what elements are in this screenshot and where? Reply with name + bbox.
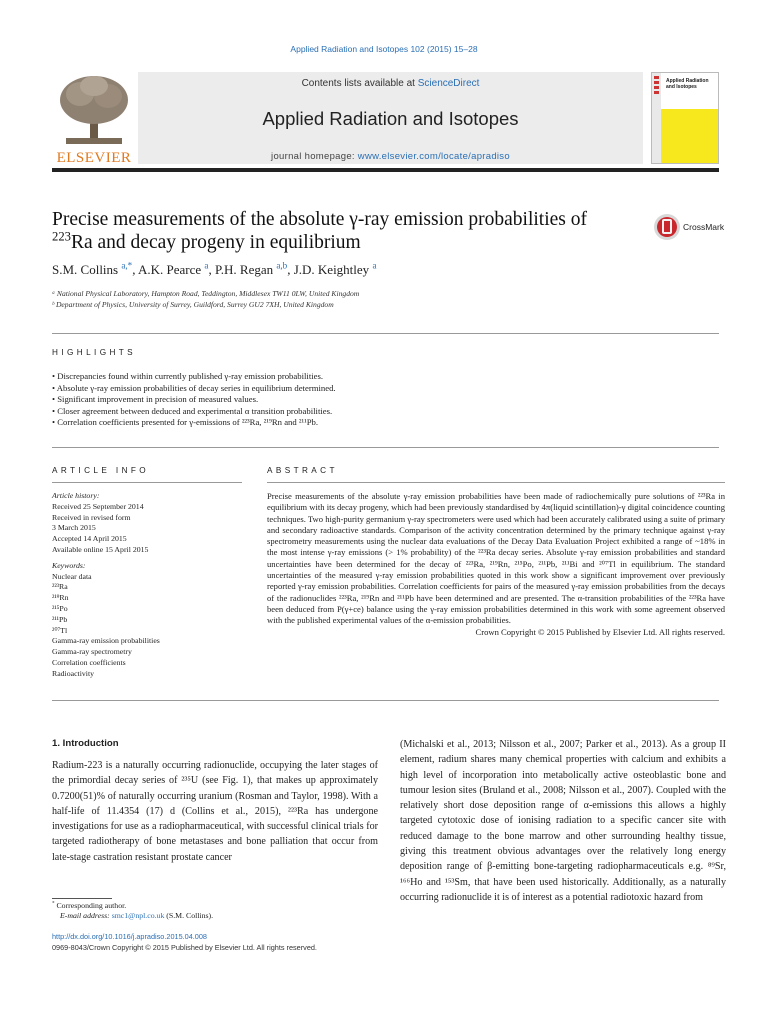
abstract-heading: ABSTRACT bbox=[267, 466, 338, 475]
homepage-link[interactable]: www.elsevier.com/locate/apradiso bbox=[357, 151, 510, 162]
keyword: ²⁰⁷Tl bbox=[52, 625, 68, 635]
author-name[interactable]: , J.D. Keightley bbox=[287, 262, 373, 277]
highlight-item: • Closer agreement between deduced and experimental α transition probabilities. bbox=[52, 406, 712, 418]
author-list bbox=[52, 262, 702, 278]
email-link[interactable]: smc1@npl.co.uk bbox=[111, 911, 165, 921]
keyword: ²¹¹Pb bbox=[52, 614, 68, 624]
author-name[interactable]: S.M. Collins bbox=[52, 262, 122, 277]
section-rule bbox=[52, 333, 719, 334]
article-info-column bbox=[52, 491, 242, 680]
history-line: Received in revised form bbox=[52, 512, 131, 522]
email-label: E-mail address: bbox=[60, 911, 112, 921]
history-label: Article history: bbox=[52, 491, 100, 500]
footnote-corresponding: Corresponding author. bbox=[54, 901, 127, 910]
title-part-1: Precise measurements of the absolute γ-ray emission probabilities of bbox=[52, 209, 587, 230]
contents-prefix: Contents lists available at bbox=[301, 78, 418, 89]
journal-homepage bbox=[138, 151, 643, 162]
footnote-mark: * bbox=[52, 900, 55, 907]
keyword: Nuclear data bbox=[52, 571, 92, 581]
contents-line bbox=[138, 78, 643, 89]
crossmark-label: CrossMark bbox=[683, 222, 725, 232]
author-name[interactable]: , P.H. Regan bbox=[208, 262, 277, 277]
abstract-rule bbox=[267, 482, 725, 483]
cover-title: Applied Radiation and Isotopes bbox=[666, 78, 709, 90]
crossmark-icon bbox=[653, 212, 681, 242]
homepage-prefix: journal homepage: bbox=[271, 151, 358, 162]
author-affiliation-mark[interactable]: a bbox=[204, 260, 209, 271]
introduction-left-column: Radium-223 is a naturally occurring radionuclide, occupying the later stages of the primordial decay series of ²³⁵U (see Fig. 1), that makes up approximately 0.7200(51)% of naturally occurring uranium (Rosman and Taylor, 1998). With a half-life of 11.4354 (17) d (Collins et al., 2015), ²²³Ra has undergone investigations for use as a radiopharmaceutical, with successful clinical trials for targeted radiotherapy of bone metastases and bone palliation that occur from late-stage castration resistant prostate cancer bbox=[52, 760, 378, 863]
cover-logo-marks bbox=[654, 76, 659, 96]
journal-cover-thumbnail bbox=[651, 72, 719, 164]
footnote-rule bbox=[52, 898, 112, 899]
introduction-right-column: (Michalski et al., 2013; Nilsson et al., 2007; Parker et al., 2013). As a group II element, radium shares many chemical properties with calcium and exhibits a high level of incorporation into metabolically active osteoblastic bone and tumour lesion sites (Bruland et al., 2008; Nilsson et al., 2007). Coupled with the relatively short dose deposition range of α-emissions this allows a highly targeted cytotoxic dose of ionising radiation to a specific cancer site with reduced damage to the bone marrow and other surrounding healthy tissue, giving this treatment obvious advantages over the relatively long energy deposition range of β-emitting bone-targeting radiopharmaceuticals e.g. ⁸⁹Sr, ¹⁶⁶Ho and ¹⁵³Sm, that have been used historically. Additionally, as a naturally occurring radionuclide it is of interest as a potential radiotoxic hazard from bbox=[400, 739, 726, 903]
history-line: Available online 15 April 2015 bbox=[52, 544, 149, 554]
keyword: ²²³Ra bbox=[52, 582, 68, 592]
article-info-rule bbox=[52, 482, 242, 483]
highlights-list bbox=[52, 371, 712, 429]
abstract-text: Precise measurements of the absolute γ-ray emission probabilities have been made of radiochemically pure solutions of ²²³Ra in equilibrium with its decay progeny, which had been previously standardised by 4π(liquid scintillation)-γ digital coincidence counting techniques. Two high-purity germanium γ-ray spectrometers were used which had been accurately calibrated using a suite of primary and secondary radioactive standards. Comparison of the activity concentration determined by the primary technique against γ-ray spectrometry measurements using the nuclear data evaluations of the Decay Data Evaluation Project exhibited a range of ~18% in the most intense γ-ray emissions (> 1% probability) of the ²²³Ra decay series. Absolute γ-ray emission probabilities and standard uncertainties have been determined for the decay of ²²³Ra, ²¹⁹Rn, ²¹⁵Po, ²¹¹Pb, ²¹¹Bi and ²⁰⁷Tl in equilibrium. The standard uncertainties of the measured γ-ray emission probabilities quoted in this work show a significant improvement over previously reported γ-ray emission probabilities. Correlation coefficients for pairs of the measured γ-ray emission probabilities from the decays of the radionuclides ²²³Ra, ²¹⁹Rn and ²¹¹Pb have been determined and are presented. The α-transition probabilities of the ²²³Ra have been deduced from P(γ+ce) balance using the γ-ray emission probabilities determined in this work with some agreement observed with the published experimental values of the α-emission probabilities. bbox=[267, 491, 725, 626]
title-part-2: Ra and decay progeny in equilibrium bbox=[70, 232, 361, 253]
history-line: Accepted 14 April 2015 bbox=[52, 534, 127, 544]
section-rule bbox=[52, 700, 719, 701]
masthead-rule bbox=[52, 168, 719, 172]
introduction-heading: 1. Introduction bbox=[52, 738, 119, 749]
elsevier-wordmark: ELSEVIER bbox=[56, 150, 132, 166]
author-affiliation-mark[interactable]: a,* bbox=[121, 260, 133, 271]
highlight-item: • Significant improvement in precision of measured values. bbox=[52, 394, 712, 406]
highlights-heading: HIGHLIGHTS bbox=[52, 348, 137, 357]
author-affiliation-mark[interactable]: a,b bbox=[276, 260, 288, 271]
affiliation-b: ᵇ Department of Physics, University of Surrey, Guildford, Surrey GU2 7XH, United Kingdom bbox=[52, 300, 334, 309]
email-suffix: (S.M. Collins). bbox=[164, 911, 214, 921]
journal-reference[interactable]: Applied Radiation and Isotopes 102 (2015) 15–28 bbox=[290, 44, 478, 54]
article-info-heading: ARTICLE INFO bbox=[52, 466, 150, 475]
highlight-item: • Correlation coefficients presented for γ-emissions of ²²³Ra, ²¹⁹Rn and ²¹¹Pb. bbox=[52, 417, 712, 429]
keywords-label: Keywords: bbox=[52, 560, 86, 570]
history-line: 3 March 2015 bbox=[52, 523, 96, 533]
doi-link[interactable]: http://dx.doi.org/10.1016/j.apradiso.2015.04.008 bbox=[52, 932, 207, 941]
crossmark-badge[interactable] bbox=[653, 212, 733, 242]
keyword: Radioactivity bbox=[52, 668, 95, 678]
article-title bbox=[52, 208, 642, 254]
section-rule bbox=[52, 447, 719, 448]
issn-copyright: 0969-8043/Crown Copyright © 2015 Published by Elsevier Ltd. All rights reserved. bbox=[52, 943, 317, 952]
keyword: ²¹⁹Rn bbox=[52, 593, 69, 603]
keyword: Gamma-ray emission probabilities bbox=[52, 636, 160, 646]
abstract-body bbox=[267, 491, 725, 638]
title-superscript: 223 bbox=[52, 229, 71, 244]
history-line: Received 25 September 2014 bbox=[52, 501, 144, 511]
journal-title: Applied Radiation and Isotopes bbox=[262, 108, 519, 129]
author-affiliation-mark[interactable]: a bbox=[372, 260, 377, 271]
corresponding-author-footnote bbox=[52, 901, 382, 922]
affiliation-a: ᵃ National Physical Laboratory, Hampton Road, Teddington, Middlesex TW11 0LW, United Kingdom bbox=[52, 289, 360, 298]
highlight-item: • Discrepancies found within currently published γ-ray emission probabilities. bbox=[52, 371, 712, 383]
author-name[interactable]: , A.K. Pearce bbox=[132, 262, 205, 277]
highlight-item: • Absolute γ-ray emission probabilities of decay series in equilibrium determined. bbox=[52, 383, 712, 395]
keyword: Gamma-ray spectrometry bbox=[52, 647, 132, 657]
keyword: ²¹⁵Po bbox=[52, 603, 68, 613]
sciencedirect-link[interactable]: ScienceDirect bbox=[417, 78, 480, 89]
abstract-copyright: Crown Copyright © 2015 Published by Elsevier Ltd. All rights reserved. bbox=[475, 626, 725, 637]
keyword: Correlation coefficients bbox=[52, 657, 126, 667]
